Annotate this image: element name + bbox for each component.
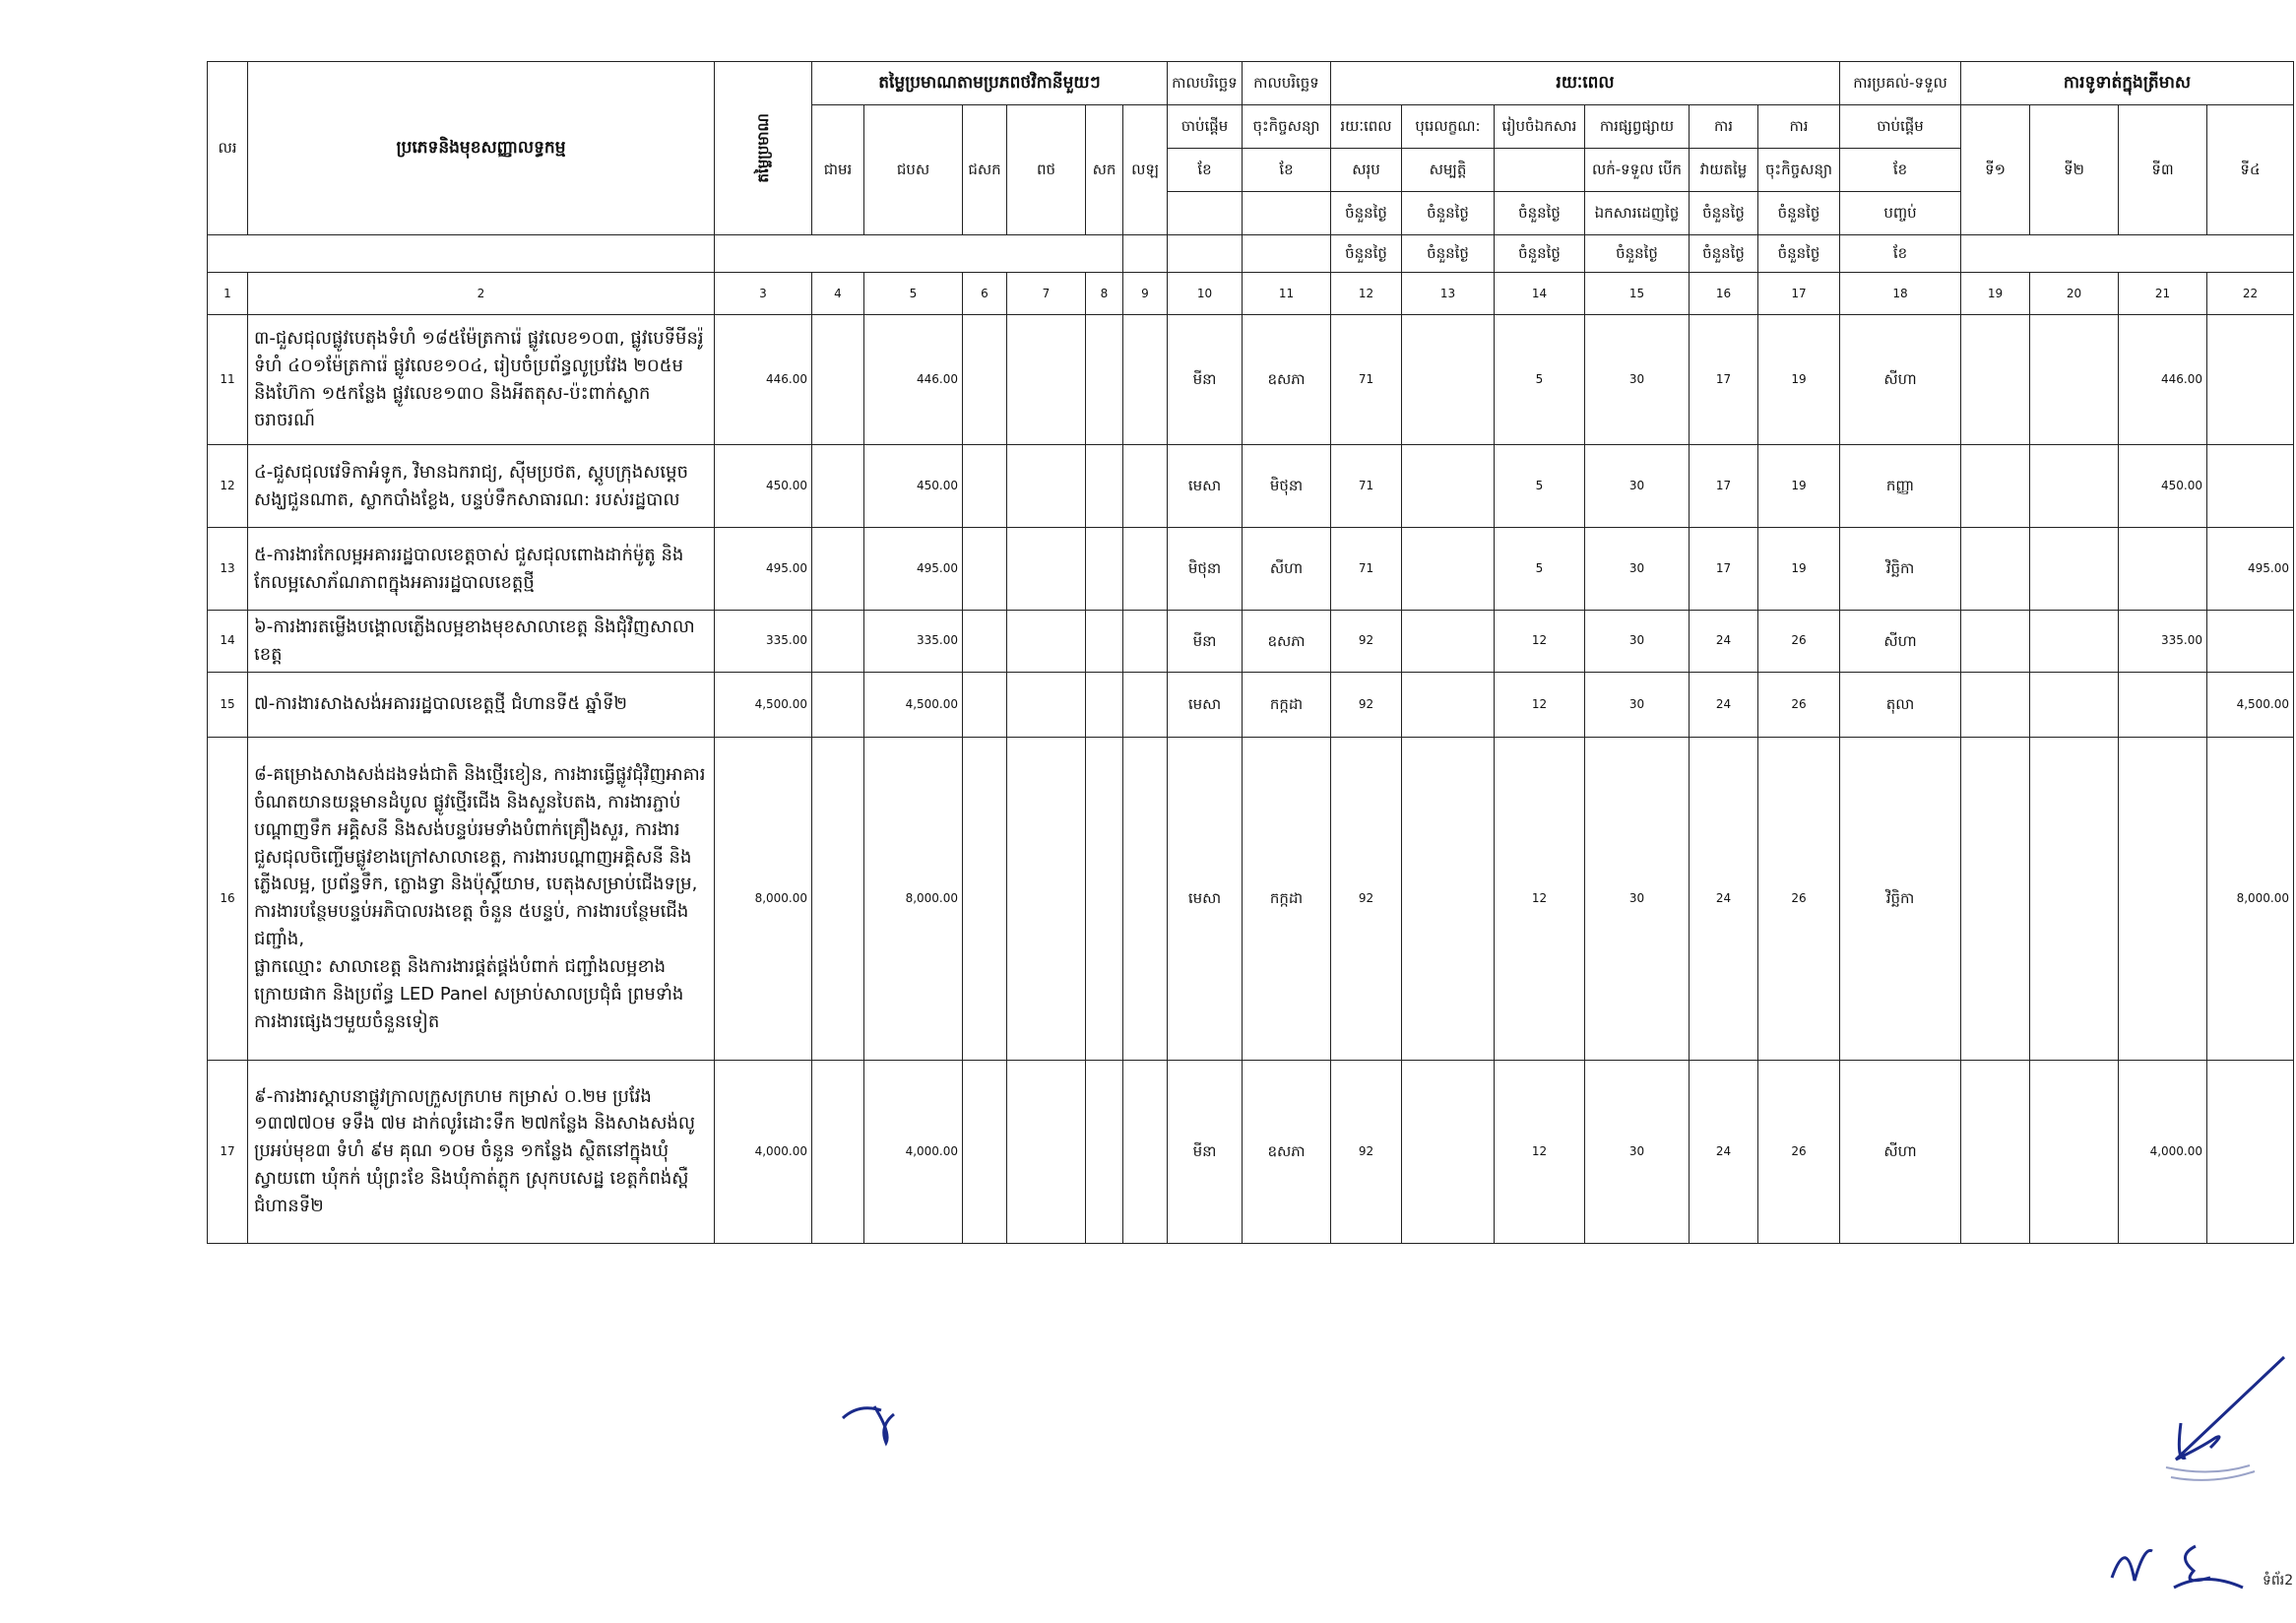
table-row <box>208 611 2294 673</box>
row-q1 <box>1961 1060 2030 1243</box>
row-plan-start: មីនា <box>1168 611 1243 673</box>
row-q3: 446.00 <box>2119 315 2207 445</box>
row-delivery-month: សីហា <box>1840 611 1961 673</box>
column-number-cell: 8 <box>1086 273 1123 315</box>
row-prep-days: 12 <box>1495 672 1585 737</box>
row-number: 16 <box>208 737 248 1060</box>
row-source-5 <box>1086 528 1123 611</box>
row-source-5 <box>1086 672 1123 737</box>
row-prep-days: 12 <box>1495 1060 1585 1243</box>
row-prequal-days <box>1402 445 1495 528</box>
row-number: 15 <box>208 672 248 737</box>
row-sign-days: 19 <box>1758 315 1840 445</box>
row-number: 12 <box>208 445 248 528</box>
row-announce-days: 30 <box>1585 315 1690 445</box>
row-q3: 450.00 <box>2119 445 2207 528</box>
row-total-days: 71 <box>1331 315 1402 445</box>
q2-header: ទី២ <box>2030 105 2119 235</box>
row-total-days: 71 <box>1331 528 1402 611</box>
row-source-2: 450.00 <box>864 445 963 528</box>
row-q2 <box>2030 1060 2119 1243</box>
row-description: ៧-ការងារសាងសង់អគាររដ្ឋបាលខេត្តថ្មី ជំហានទី៥ ឆ្នាំទី២ <box>248 672 715 737</box>
column-number-cell: 16 <box>1690 273 1758 315</box>
row-estimate: 446.00 <box>715 315 812 445</box>
row-eval-days: 24 <box>1690 737 1758 1060</box>
row-source-2: 446.00 <box>864 315 963 445</box>
row-eval-days: 24 <box>1690 1060 1758 1243</box>
blank-header-cell <box>1243 235 1331 273</box>
row-sign-days: 26 <box>1758 672 1840 737</box>
row-prep-days: 5 <box>1495 315 1585 445</box>
blank-header-cell <box>1123 235 1168 273</box>
row-q1 <box>1961 611 2030 673</box>
column-number-cell: 18 <box>1840 273 1961 315</box>
blank-header-cell <box>208 235 715 273</box>
row-prep-days: 12 <box>1495 737 1585 1060</box>
row-source-5 <box>1086 315 1123 445</box>
table-row <box>208 1060 2294 1243</box>
row-source-6 <box>1123 445 1168 528</box>
src-4-header: ពថ <box>1007 105 1086 235</box>
plan-end-sub: ចុះកិច្ចសន្យា <box>1243 105 1331 149</box>
delivery-start-header: ចាប់ផ្តើម <box>1840 105 1961 149</box>
table-row <box>208 528 2294 611</box>
plan-start-header: កាលបរិច្ឆេទ <box>1168 62 1243 105</box>
row-announce-days: 30 <box>1585 1060 1690 1243</box>
row-source-4 <box>1007 1060 1086 1243</box>
row-source-2: 4,000.00 <box>864 1060 963 1243</box>
row-sign-days: 26 <box>1758 737 1840 1060</box>
sources-group-header: តម្លៃប្រមាណតាមប្រភពថវិកានីមួយៗ <box>812 62 1168 105</box>
delivery-end-header: បញ្ចប់ <box>1840 192 1961 235</box>
row-source-1 <box>812 1060 864 1243</box>
col-estimate-header <box>715 62 812 235</box>
row-description: ៤-ជួសជុលវេទិកាអំទូក, វិមានឯករាជ្យ, ស៊ីមប្រថត, ស្តូបក្រុងសម្តេច សង្ឃជួនណាត, ស្លាកបាំងខ្លែង, បន្ទប់ទឹកសាធារណ: របស់រដ្ឋបាល <box>248 445 715 528</box>
row-source-3 <box>963 672 1007 737</box>
row-delivery-month: តុលា <box>1840 672 1961 737</box>
col-no-header: លរ <box>208 62 248 235</box>
row-estimate: 335.00 <box>715 611 812 673</box>
row-description: ៦-ការងារតម្លើងបង្គោលភ្លើងលម្អខាងមុខសាលាខេត្ត និងជុំវិញសាលាខេត្ត <box>248 611 715 673</box>
row-source-1 <box>812 611 864 673</box>
row-source-4 <box>1007 672 1086 737</box>
row-number: 13 <box>208 528 248 611</box>
row-announce-days: 30 <box>1585 611 1690 673</box>
row-description: ៣-ជួសជុលផ្លូវបេតុងទំហំ ១៨៥ម៉ែត្រការ៉េ ផ្លូវលេខ១០៣, ផ្លូវបេទីមីនរ៉ូ ទំហំ ៤០១ម៉ែត្រការ៉េ ផ្លូវលេខ១០៤, រៀបចំប្រព័ន្ធលូប្រវែង ២០៥ម និងហ៊ែកា ១៥កន្លែង ផ្លូវលេខ១៣០ និងអីតតុស-ប៉ះពាក់ស្លាកចរាចរណ៍ <box>248 315 715 445</box>
row-sign-month: ឧសភា <box>1243 315 1331 445</box>
column-number-cell: 11 <box>1243 273 1331 315</box>
row-estimate: 8,000.00 <box>715 737 812 1060</box>
days-header: ចំនួនថ្ងៃ <box>1495 235 1585 273</box>
row-q1 <box>1961 315 2030 445</box>
row-q4: 8,000.00 <box>2207 737 2294 1060</box>
src-5-header: សក <box>1086 105 1123 235</box>
row-source-4 <box>1007 315 1086 445</box>
row-q2 <box>2030 611 2119 673</box>
blank-header-cell <box>715 235 1123 273</box>
row-prequal-days <box>1402 611 1495 673</box>
table-row <box>208 737 2294 1060</box>
row-q1 <box>1961 528 2030 611</box>
row-source-4 <box>1007 611 1086 673</box>
dur-sign-header: ការ <box>1758 105 1840 149</box>
procurement-plan-sheet <box>207 61 2294 1244</box>
row-estimate: 4,000.00 <box>715 1060 812 1243</box>
dur-total-days: ចំនួនថ្ងៃ <box>1331 192 1402 235</box>
days-header: ចំនួនថ្ងៃ <box>1331 235 1402 273</box>
dur-prequal-header: បុរេលក្ខណ: <box>1402 105 1495 149</box>
row-sign-days: 26 <box>1758 611 1840 673</box>
column-number-cell: 7 <box>1007 273 1086 315</box>
column-number-cell: 6 <box>963 273 1007 315</box>
row-estimate: 4,500.00 <box>715 672 812 737</box>
row-q2 <box>2030 672 2119 737</box>
dur-sign-sub: ចុះកិច្ចសន្យា <box>1758 149 1840 192</box>
row-sign-month: ឧសភា <box>1243 1060 1331 1243</box>
column-number-cell: 22 <box>2207 273 2294 315</box>
days-header: ចំនួនថ្ងៃ <box>1758 235 1840 273</box>
row-source-1 <box>812 445 864 528</box>
signature-mark-right <box>2176 1357 2284 1460</box>
row-source-5 <box>1086 611 1123 673</box>
dur-sign-days: ចំនួនថ្ងៃ <box>1758 192 1840 235</box>
table-row <box>208 315 2294 445</box>
plan-end-header: កាលបរិច្ឆេទ <box>1243 62 1331 105</box>
column-number-cell: 2 <box>248 273 715 315</box>
delivery-month-header: ខែ <box>1840 149 1961 192</box>
row-q3: 4,000.00 <box>2119 1060 2207 1243</box>
row-plan-start: មិថុនា <box>1168 528 1243 611</box>
row-q3 <box>2119 672 2207 737</box>
row-announce-days: 30 <box>1585 672 1690 737</box>
row-source-5 <box>1086 1060 1123 1243</box>
row-prep-days: 12 <box>1495 611 1585 673</box>
row-q3 <box>2119 528 2207 611</box>
row-q2 <box>2030 737 2119 1060</box>
row-q4 <box>2207 445 2294 528</box>
initials-bottom-right <box>2112 1546 2243 1588</box>
row-prequal-days <box>1402 1060 1495 1243</box>
column-number-cell: 9 <box>1123 273 1168 315</box>
row-eval-days: 17 <box>1690 445 1758 528</box>
row-source-2: 4,500.00 <box>864 672 963 737</box>
dur-eval-header: ការ <box>1690 105 1758 149</box>
row-total-days: 92 <box>1331 672 1402 737</box>
row-sign-days: 19 <box>1758 445 1840 528</box>
column-number-row <box>208 273 2294 315</box>
row-q4 <box>2207 315 2294 445</box>
q1-header: ទី១ <box>1961 105 2030 235</box>
row-sign-month: សីហា <box>1243 528 1331 611</box>
row-source-3 <box>963 445 1007 528</box>
row-number: 17 <box>208 1060 248 1243</box>
dur-announce-sub2: ឯកសារដេញថ្លៃ <box>1585 192 1690 235</box>
row-source-2: 8,000.00 <box>864 737 963 1060</box>
row-sign-days: 26 <box>1758 1060 1840 1243</box>
days-header: ចំនួនថ្ងៃ <box>1402 235 1495 273</box>
dur-eval-sub: វាយតម្លៃ <box>1690 149 1758 192</box>
dur-prep-days: ចំនួនថ្ងៃ <box>1495 192 1585 235</box>
row-delivery-month: សីហា <box>1840 1060 1961 1243</box>
row-delivery-month: កញ្ញា <box>1840 445 1961 528</box>
src-2-header: ជបស <box>864 105 963 235</box>
row-source-6 <box>1123 737 1168 1060</box>
row-source-2: 495.00 <box>864 528 963 611</box>
column-number-cell: 5 <box>864 273 963 315</box>
row-source-3 <box>963 1060 1007 1243</box>
row-source-3 <box>963 528 1007 611</box>
row-delivery-month: វិច្ឆិកា <box>1840 737 1961 1060</box>
row-estimate: 450.00 <box>715 445 812 528</box>
row-announce-days: 30 <box>1585 737 1690 1060</box>
row-q1 <box>1961 445 2030 528</box>
column-number-cell: 21 <box>2119 273 2207 315</box>
row-plan-start: មេសា <box>1168 672 1243 737</box>
col-estimate-label: តម្លៃប្រមាណ <box>753 113 772 183</box>
column-number-cell: 20 <box>2030 273 2119 315</box>
column-number-cell: 1 <box>208 273 248 315</box>
row-prequal-days <box>1402 528 1495 611</box>
row-q4: 4,500.00 <box>2207 672 2294 737</box>
row-sign-month: ឧសភា <box>1243 611 1331 673</box>
column-number-cell: 4 <box>812 273 864 315</box>
src-1-header: ជាមរ <box>812 105 864 235</box>
q4-header: ទី៤ <box>2207 105 2294 235</box>
plan-start-sub: ចាប់ផ្តើម <box>1168 105 1243 149</box>
row-eval-days: 17 <box>1690 315 1758 445</box>
row-q2 <box>2030 528 2119 611</box>
row-source-6 <box>1123 672 1168 737</box>
duration-group-header: រយៈពេល <box>1331 62 1840 105</box>
header-rows <box>208 62 2294 273</box>
plan-end-month: ខែ <box>1243 149 1331 192</box>
row-source-4 <box>1007 445 1086 528</box>
column-number-cell: 10 <box>1168 273 1243 315</box>
row-source-5 <box>1086 445 1123 528</box>
q3-header: ទី៣ <box>2119 105 2207 235</box>
row-eval-days: 24 <box>1690 672 1758 737</box>
delivery-group-header: ការប្រគល់-ទទួល <box>1840 62 1961 105</box>
row-q3: 335.00 <box>2119 611 2207 673</box>
row-source-2: 335.00 <box>864 611 963 673</box>
dur-total-sub: សរុប <box>1331 149 1402 192</box>
row-eval-days: 24 <box>1690 611 1758 673</box>
row-description: ៨-គម្រោងសាងសង់ដងទង់ជាតិ និងថ្មើរខៀន, ការងារធ្វើផ្លូវជុំវិញអាគារ ចំណតយានយន្តមានដំបូល ផ្លូវថ្មើរជើង និងសួនបៃតង, ការងារភ្ជាប់បណ្តាញទឹក អគ្គិសនី និងសង់បន្ទប់រមទាំងបំពាក់គ្រឿងសួរ, ការងារជួសជុលចិញ្ចើមផ្លូវខាងក្រៅសាលាខេត្ត, ការងារបណ្តាញអគ្គិសនី និងភ្លើងលម្អ, ប្រព័ន្ធទឹក, ក្លោងទ្វា និងប៉ុស្តិ៍យាម, បេតុងសម្រាប់ជើងទម្រ, ការងារបន្ថែមបន្ទប់អភិបាលរងខេត្ត ចំនួន ៥បន្ទប់, ការងារបន្ថែមជើងជញ្ជាំង, ផ្លាកឈ្មោះ សាលាខេត្ត និងការងារផ្គត់ផ្គង់បំពាក់ ជញ្ជាំងលម្អខាងក្រោយផាក និងប្រព័ន្ធ LED Panel សម្រាប់សាលប្រជុំធំ ព្រមទាំងការងារផ្សេងៗមួយចំនួនទៀត <box>248 737 715 1060</box>
row-total-days: 71 <box>1331 445 1402 528</box>
row-source-1 <box>812 672 864 737</box>
column-number-cell: 15 <box>1585 273 1690 315</box>
row-number: 14 <box>208 611 248 673</box>
column-number-cell: 3 <box>715 273 812 315</box>
row-description: ៩-ការងារស្តាបនាផ្លូវក្រាលក្រួសក្រហម កម្រាស់ ០.២ម ប្រវែង ១៣៧៧០ម ទទឹង ៧ម ដាក់លូរំដោះទឹក ២៧កន្លែង និងសាងសង់លូប្រអប់មុខ៣ ទំហំ ៩ម គុណ ១០ម ចំនួន ១កន្លែង ស្ថិតនៅក្នុងឃុំស្វាយពោ ឃុំកក់ ឃុំព្រះខែ និងឃុំកាត់ភ្លុក ស្រុកបសេដ្ឋ ខេត្តកំពង់ស្ពឺ ជំហានទី២ <box>248 1060 715 1243</box>
dur-announce-header: ការផ្សព្វផ្សាយ <box>1585 105 1690 149</box>
src-3-header: ជសក <box>963 105 1007 235</box>
row-source-4 <box>1007 528 1086 611</box>
payment-group-header: ការទូទាត់ក្នុងត្រីមាស <box>1961 62 2294 105</box>
column-number-cell: 14 <box>1495 273 1585 315</box>
row-prep-days: 5 <box>1495 528 1585 611</box>
row-sign-month: កក្កដា <box>1243 672 1331 737</box>
row-source-1 <box>812 528 864 611</box>
row-plan-start: មីនា <box>1168 1060 1243 1243</box>
row-total-days: 92 <box>1331 1060 1402 1243</box>
row-sign-month: កក្កដា <box>1243 737 1331 1060</box>
signature-scribble <box>2166 1465 2255 1480</box>
row-number: 11 <box>208 315 248 445</box>
src-6-header: លឡ <box>1123 105 1168 235</box>
column-number-cell: 12 <box>1331 273 1402 315</box>
row-source-1 <box>812 315 864 445</box>
procurement-table <box>207 61 2294 1244</box>
column-number-cell: 17 <box>1758 273 1840 315</box>
delivery-month2-header: ខែ <box>1840 235 1961 273</box>
row-total-days: 92 <box>1331 737 1402 1060</box>
plan-end-blank <box>1243 192 1331 235</box>
row-estimate: 495.00 <box>715 528 812 611</box>
page-number: ទំព័រ2 <box>2263 1573 2294 1589</box>
table-body <box>208 273 2294 315</box>
row-eval-days: 17 <box>1690 528 1758 611</box>
row-q4 <box>2207 611 2294 673</box>
dur-prep-sub <box>1495 149 1585 192</box>
row-source-3 <box>963 611 1007 673</box>
row-source-5 <box>1086 737 1123 1060</box>
row-announce-days: 30 <box>1585 445 1690 528</box>
dur-total-header: រយៈពេល <box>1331 105 1402 149</box>
row-delivery-month: សីហា <box>1840 315 1961 445</box>
initial-mark-center <box>843 1406 894 1443</box>
dur-eval-days: ចំនួនថ្ងៃ <box>1690 192 1758 235</box>
row-source-3 <box>963 737 1007 1060</box>
row-total-days: 92 <box>1331 611 1402 673</box>
row-announce-days: 30 <box>1585 528 1690 611</box>
row-source-6 <box>1123 315 1168 445</box>
plan-start-blank <box>1168 192 1243 235</box>
row-q1 <box>1961 737 2030 1060</box>
dur-announce-sub: លក់-ទទួល បើក <box>1585 149 1690 192</box>
column-number-cell: 13 <box>1402 273 1495 315</box>
dur-prequal-sub: សម្បត្តិ <box>1402 149 1495 192</box>
col-type-header: ប្រភេទនិងមុខសញ្ញាលទ្ធកម្ម <box>248 62 715 235</box>
dur-prequal-days: ចំនួនថ្ងៃ <box>1402 192 1495 235</box>
column-number-cell: 19 <box>1961 273 2030 315</box>
row-plan-start: មេសា <box>1168 737 1243 1060</box>
row-source-6 <box>1123 528 1168 611</box>
row-q1 <box>1961 672 2030 737</box>
row-source-4 <box>1007 737 1086 1060</box>
row-prequal-days <box>1402 315 1495 445</box>
blank-header-cell <box>1961 235 2294 273</box>
row-plan-start: មីនា <box>1168 315 1243 445</box>
row-prequal-days <box>1402 737 1495 1060</box>
row-prep-days: 5 <box>1495 445 1585 528</box>
row-delivery-month: វិច្ឆិកា <box>1840 528 1961 611</box>
row-source-6 <box>1123 611 1168 673</box>
row-source-6 <box>1123 1060 1168 1243</box>
table-row <box>208 445 2294 528</box>
row-q2 <box>2030 315 2119 445</box>
row-q4: 495.00 <box>2207 528 2294 611</box>
dur-prep-header: រៀបចំឯកសារ <box>1495 105 1585 149</box>
row-source-3 <box>963 315 1007 445</box>
table-row <box>208 672 2294 737</box>
row-prequal-days <box>1402 672 1495 737</box>
row-source-1 <box>812 737 864 1060</box>
row-q3 <box>2119 737 2207 1060</box>
blank-header-cell <box>1168 235 1243 273</box>
row-sign-month: មិថុនា <box>1243 445 1331 528</box>
days-header: ចំនួនថ្ងៃ <box>1690 235 1758 273</box>
days-header: ចំនួនថ្ងៃ <box>1585 235 1690 273</box>
row-description: ៥-ការងារកែលម្អអគាររដ្ឋបាលខេត្តចាស់ ជួសជុលពោងដាក់ម៉ូតូ និងកែលម្អសោភ័ណភាពក្នុងអគាររដ្ឋបាលខេត្តថ្មី <box>248 528 715 611</box>
row-q4 <box>2207 1060 2294 1243</box>
data-rows <box>208 315 2294 1244</box>
row-plan-start: មេសា <box>1168 445 1243 528</box>
row-q2 <box>2030 445 2119 528</box>
plan-start-month: ខែ <box>1168 149 1243 192</box>
row-sign-days: 19 <box>1758 528 1840 611</box>
